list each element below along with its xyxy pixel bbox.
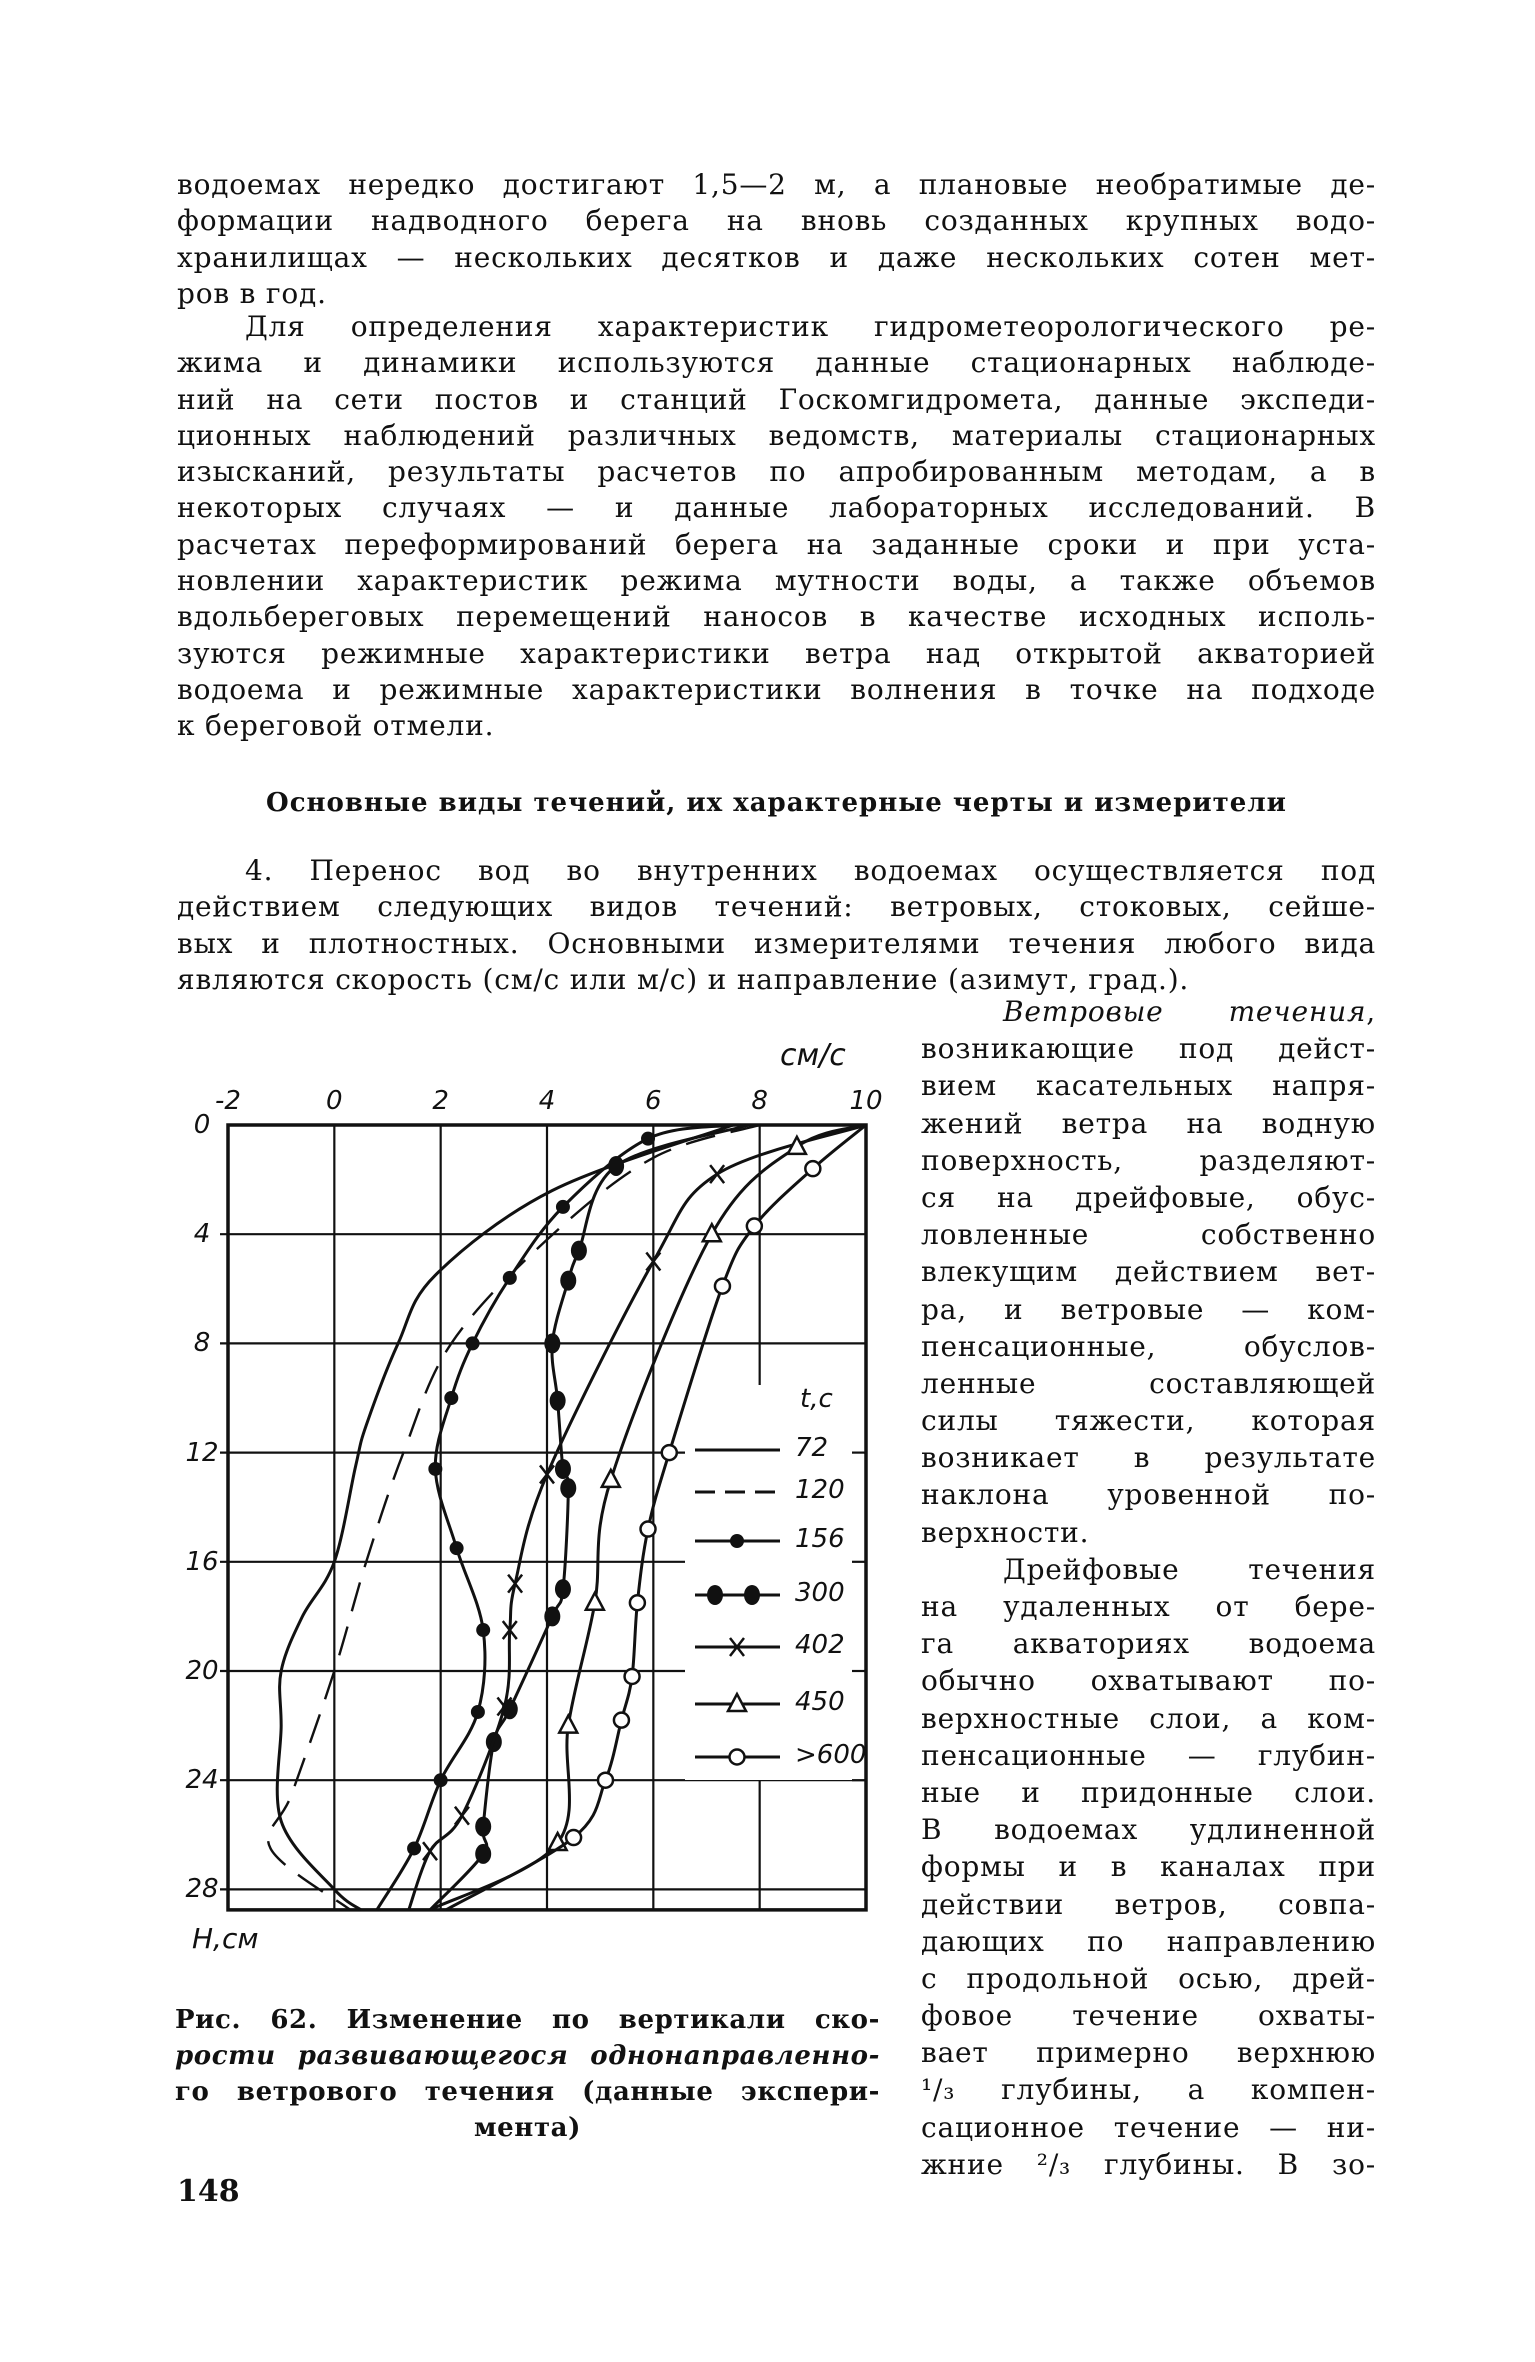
text-line: водоема и режимные характеристики волнения в точке на подходе [177,672,1376,706]
text-line: влекущим действием вет- [921,1255,1376,1289]
data-point-gt600 [662,1445,677,1460]
data-point-402 [455,1807,469,1825]
legend-marker [707,1585,723,1605]
text-line: жений ветра на водную [921,1106,1376,1140]
y-tick-label: 28 [185,1874,219,1905]
legend-label: 300 [795,1578,845,1608]
legend-marker [730,1534,744,1548]
y-tick-label: 4 [193,1219,211,1250]
text-line: В водоемах удлиненной [921,1813,1376,1847]
data-point-156 [407,1841,421,1855]
data-point-450 [602,1470,620,1487]
text-line: верхностные слои, а ком- [921,1701,1376,1735]
text-line: вает примерно верхнюю [921,2036,1376,2070]
data-point-gt600 [630,1595,645,1610]
data-point-300 [475,1817,491,1837]
text-line: зуются режимные характеристики ветра над открытой акваторией [177,636,1376,670]
legend-label: 156 [795,1524,845,1554]
text-line: обычно охватывают по- [921,1664,1376,1698]
text-line: Дрейфовые течения [1003,1552,1376,1586]
x-tick-label: 8 [751,1086,768,1116]
data-point-402 [423,1842,437,1860]
text-line: жима и динамики используются данные стационарных наблюде- [177,346,1376,380]
text-line: к береговой отмели. [177,709,495,743]
text-line: поверхность, разделяют- [921,1143,1376,1177]
caption-line: рости развивающегося однонаправленно- [175,2041,880,2071]
text-line: являются скорость (см/с или м/с) и направление (азимут, град.). [177,962,1190,996]
text-line: фовое течение охваты- [921,1999,1376,2033]
data-point-156 [641,1132,655,1146]
text-line: расчетах переформирований берега на заданные сроки и при уста- [177,527,1376,561]
data-point-gt600 [747,1219,762,1234]
legend-label: 450 [795,1687,845,1717]
text-line: га акваториях водоема [921,1627,1376,1661]
series-line-156 [377,1125,733,1910]
y-tick-label: 0 [193,1110,211,1140]
y-tick-label: 20 [185,1656,219,1686]
text-line: силы тяжести, которая [921,1404,1376,1438]
data-point-gt600 [625,1669,640,1684]
data-point-156 [471,1705,485,1719]
section-heading: Основные виды течений, их характерные черты и измерители [266,788,1287,818]
text-line: с продольной осью, дрей- [921,1961,1376,1995]
page-number: 148 [177,2174,240,2209]
data-point-156 [476,1623,490,1637]
text-line: ные и придонные слои. [921,1775,1376,1809]
data-point-300 [608,1156,624,1176]
text-line: вдольбереговых перемещений наносов в качестве исходных исполь- [177,600,1376,634]
data-point-300 [544,1606,560,1626]
data-point-156 [466,1336,480,1350]
text-line: сационное течение — ни- [921,2110,1376,2144]
legend-label: 402 [795,1630,845,1660]
text-line: хранилищах — нескольких десятков и даже нескольких сотен мет- [177,240,1376,274]
data-point-300 [560,1271,576,1291]
y-tick-label: 24 [185,1765,219,1796]
text-line: действии ветров, совпа- [921,1887,1376,1921]
data-point-gt600 [598,1773,613,1788]
x-tick-label: 4 [538,1086,556,1116]
caption-line: мента) [473,2113,582,2143]
x-tick-label: -2 [215,1086,241,1116]
data-point-402 [710,1165,724,1183]
data-point-156 [428,1462,442,1476]
text-line: Для определения характеристик гидрометеорологического ре- [245,310,1376,343]
data-point-gt600 [715,1279,730,1294]
text-line: наклона уровенной по- [921,1478,1376,1512]
data-point-156 [444,1391,458,1405]
x-tick-label: 2 [432,1086,449,1116]
data-point-300 [555,1579,571,1599]
text-line: ся на дрейфовые, обус- [921,1180,1376,1214]
data-point-450 [559,1716,577,1733]
italic-term: Ветровые течения [1003,995,1367,1028]
text-line: изысканий, результаты расчетов по апробированным методам, а в [177,455,1376,489]
y-axis-label: Н,см [192,1922,259,1955]
data-point-300 [555,1459,571,1479]
text-line: водоемах нередко достигают 1,5—2 м, а плановые необратимые де- [177,168,1376,201]
legend-label: 72 [795,1433,829,1463]
legend-label: >600 [795,1740,867,1770]
data-point-300 [475,1844,491,1864]
y-tick-label: 12 [185,1437,219,1468]
text-line: ров в год. [177,276,327,310]
text-line: ¹/₃ глубины, а компен- [921,2073,1376,2107]
data-point-156 [556,1200,570,1214]
y-tick-label: 16 [185,1546,219,1577]
text-line: ний на сети постов и станций Госкомгидромета, данные экспеди- [177,382,1376,416]
text-line: жние ²/₃ глубины. В зо- [921,2147,1376,2181]
text-line: пенсационные, обуслов- [921,1329,1376,1363]
x-tick-label: 0 [326,1086,343,1116]
x-tick-label: 6 [645,1086,662,1116]
text-line: ленные составляющей [921,1366,1376,1400]
data-point-300 [544,1333,560,1353]
caption-line: Рис. 62. Изменение по вертикали ско- [175,2005,880,2035]
text-line: возникающие под дейст- [921,1032,1376,1066]
data-point-300 [550,1391,566,1411]
data-point-gt600 [566,1830,581,1845]
text-line: некоторых случаях — и данные лабораторных исследований. В [177,491,1376,525]
text-line: пенсационные — глубин- [921,1738,1376,1772]
text-line: на удаленных от бере- [921,1590,1376,1623]
text: , [1366,995,1376,1028]
text-line: новлении характеристик режима мутности воды, а также объемов [177,564,1376,598]
text-line: вых и плотностных. Основными измерителями течения любого вида [177,926,1376,960]
data-point-gt600 [641,1522,656,1537]
data-point-156 [450,1541,464,1555]
data-point-156 [503,1271,517,1285]
legend-title: t,c [800,1384,833,1414]
legend-marker [744,1585,760,1605]
text-line: возникает в результате [921,1441,1376,1475]
data-point-300 [560,1478,576,1498]
text-line: ра, и ветровые — ком- [921,1292,1376,1326]
text-line: 4. Перенос вод во внутренних водоемах осуществляется под [245,854,1376,887]
text-line: ловленные собственно [921,1218,1376,1252]
text-line: вием касательных напря- [921,1069,1376,1103]
text-line: ционных наблюдений различных ведомств, материалы стационарных [177,418,1376,452]
text-line: формации надводного берега на вновь созданных крупных водо- [177,204,1376,238]
legend-label: 120 [795,1475,845,1505]
text-line: верхности. [921,1515,1090,1549]
data-point-gt600 [805,1161,820,1176]
data-point-gt600 [614,1713,629,1728]
x-axis-label: см/с [780,1038,846,1073]
text-line: формы и в каналах при [921,1850,1376,1884]
x-tick-label: 10 [849,1086,883,1116]
text-line: дающих по направлению [921,1924,1376,1958]
y-tick-label: 8 [193,1328,211,1359]
caption-line: го ветрового течения (данные экспери- [175,2077,880,2107]
legend-marker [730,1750,745,1765]
data-point-300 [571,1241,587,1261]
data-point-156 [434,1773,448,1787]
data-point-450 [586,1593,604,1610]
data-point-450 [703,1224,721,1241]
text-line: действием следующих видов течений: ветровых, стоковых, сейше- [177,890,1376,924]
